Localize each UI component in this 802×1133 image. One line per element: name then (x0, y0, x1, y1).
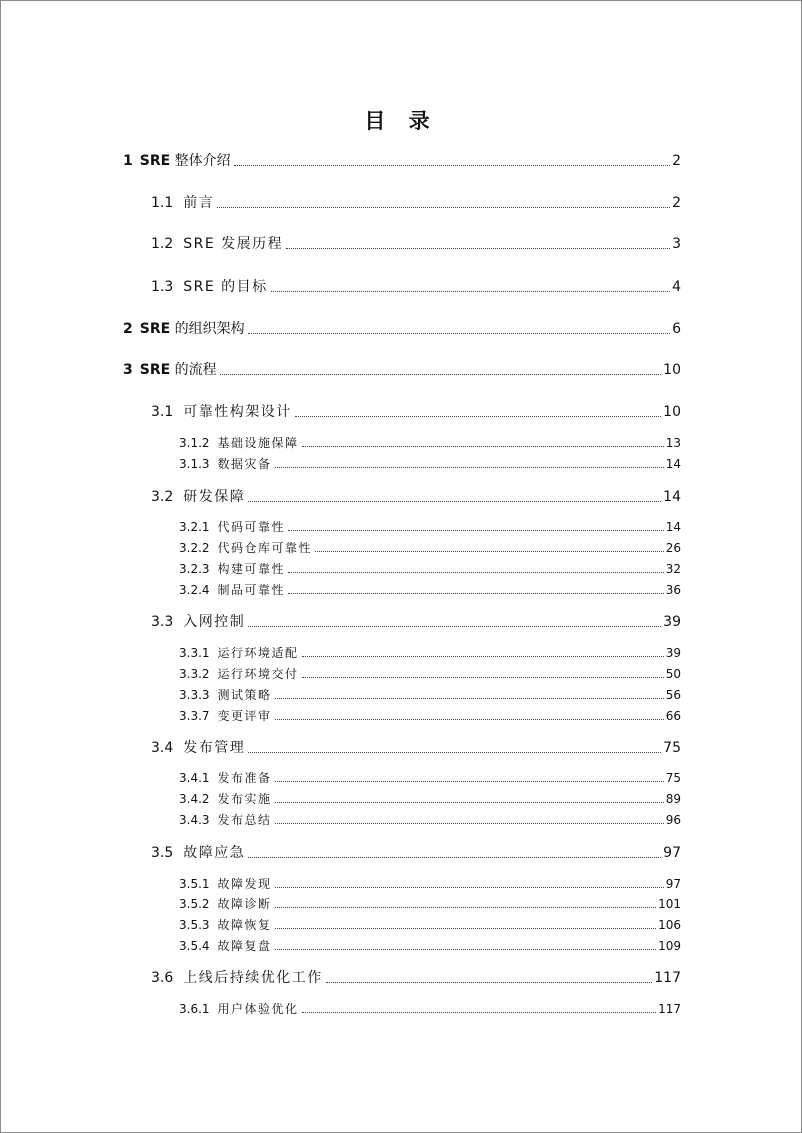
toc-entry[interactable] (179, 541, 681, 556)
toc-entry-page: 50 (665, 666, 681, 681)
toc-entry-number: 1.3 (151, 279, 174, 295)
dot-leader (271, 291, 670, 292)
dot-leader (275, 802, 664, 803)
toc-entry-page: 26 (665, 540, 681, 555)
toc-entry-number: 3.5 (151, 845, 174, 861)
toc-entry-label: 故障复盘 (217, 938, 272, 953)
toc-entry[interactable] (179, 877, 681, 892)
toc-entry[interactable] (179, 771, 681, 786)
dot-leader (275, 907, 657, 908)
toc-entry-page: 56 (665, 687, 681, 702)
dot-leader (302, 1012, 657, 1013)
toc-title: 目 录 (364, 109, 438, 133)
toc-entry-label: 发布总结 (217, 812, 272, 827)
toc-entry-number: 3.4.1 (179, 770, 210, 785)
dot-leader (248, 857, 661, 858)
toc-entry-page: 117 (654, 970, 681, 986)
toc-entry-page: 75 (665, 770, 681, 785)
toc-entry[interactable] (123, 152, 681, 170)
toc-entry[interactable] (151, 403, 681, 421)
toc-entry-label: 发布实施 (217, 791, 272, 806)
toc-entry[interactable] (151, 235, 681, 253)
toc-entry-number: 3.1.3 (179, 456, 210, 471)
toc-entry-number: 3.3 (151, 614, 174, 630)
toc-entry-page: 32 (665, 561, 681, 576)
toc-entry-number: 1.1 (151, 195, 174, 211)
dot-leader (302, 677, 664, 678)
toc-entry-number: 3.3.7 (179, 708, 210, 723)
toc-entry[interactable] (151, 613, 681, 631)
toc-entry-page: 6 (672, 321, 681, 337)
toc-entry-page: 4 (672, 279, 681, 295)
toc-entry[interactable] (151, 278, 681, 296)
toc-entry-page: 14 (663, 489, 681, 505)
toc-entry[interactable] (179, 667, 681, 682)
toc-entry[interactable] (151, 739, 681, 757)
toc-entry-number: 3.4.2 (179, 791, 210, 806)
toc-entry-label: 代码仓库可靠性 (217, 540, 313, 555)
dot-leader (275, 467, 664, 468)
toc-entry-page: 36 (665, 582, 681, 597)
toc-entry-label: 可靠性构架设计 (183, 404, 292, 420)
toc-entry[interactable] (179, 436, 681, 451)
dot-leader (248, 752, 661, 753)
dot-leader (275, 823, 664, 824)
toc-entry[interactable] (151, 488, 681, 506)
toc-entry-label: SRE 的组织架构 (139, 321, 245, 337)
toc-entry-number: 1 (123, 153, 133, 169)
toc-entry-label: 测试策略 (217, 687, 272, 702)
toc-entry-label: SRE 发展历程 (183, 236, 284, 252)
toc-entry-page: 3 (672, 236, 681, 252)
dot-leader (326, 982, 653, 983)
dot-leader (234, 165, 670, 166)
toc-entry[interactable] (179, 562, 681, 577)
toc-entry-label: 上线后持续优化工作 (183, 970, 323, 986)
toc-entry-label: 发布管理 (183, 740, 246, 756)
toc-entry-label: 基础设施保障 (217, 435, 299, 450)
toc-entry-label: 入网控制 (183, 614, 246, 630)
toc-entry-label: SRE 整体介绍 (139, 153, 231, 169)
toc-entry-label: 代码可靠性 (217, 519, 286, 534)
toc-entry-number: 3.5.3 (179, 917, 210, 932)
toc-entry-label: 构建可靠性 (217, 561, 286, 576)
toc-entry-page: 101 (658, 896, 681, 911)
toc-entry[interactable] (179, 520, 681, 535)
toc-entry-page: 75 (663, 740, 681, 756)
toc-entry-label: 故障恢复 (217, 917, 272, 932)
toc-entry-page: 96 (665, 812, 681, 827)
toc-entry[interactable] (179, 918, 681, 933)
dot-leader (248, 626, 661, 627)
toc-entry-label: 研发保障 (183, 489, 246, 505)
toc-entry-number: 3.3.3 (179, 687, 210, 702)
toc-entry-page: 97 (663, 845, 681, 861)
toc-entry-number: 3.3.2 (179, 666, 210, 681)
dot-leader (315, 551, 664, 552)
toc-entry[interactable] (179, 792, 681, 807)
toc-entry-page: 39 (663, 614, 681, 630)
toc-entry-number: 3.2.3 (179, 561, 210, 576)
toc-entry-page: 14 (665, 456, 681, 471)
toc-entry-number: 3.5.4 (179, 938, 210, 953)
toc-entry-number: 3.1 (151, 404, 174, 420)
toc-entry-label: 故障发现 (217, 876, 272, 891)
dot-leader (275, 719, 664, 720)
toc-entry-label: 前言 (183, 195, 215, 211)
toc-entry-number: 3.2 (151, 489, 174, 505)
toc-entry[interactable] (179, 897, 681, 912)
dot-leader (302, 446, 664, 447)
dot-leader (295, 416, 661, 417)
toc-entry-number: 3.2.2 (179, 540, 210, 555)
toc-entry-number: 2 (123, 321, 133, 337)
toc-entry-label: 制品可靠性 (217, 582, 286, 597)
toc-entry-number: 1.2 (151, 236, 174, 252)
toc-entry-number: 3 (123, 362, 133, 378)
toc-entry-page: 10 (663, 362, 681, 378)
toc-entry-page: 14 (665, 519, 681, 534)
toc-entry-label: 变更评审 (217, 708, 272, 723)
toc-entry[interactable] (151, 194, 681, 212)
toc-entry-page: 66 (665, 708, 681, 723)
toc-entry-label: SRE 的目标 (183, 279, 268, 295)
dot-leader (302, 656, 664, 657)
toc-entry-page: 39 (665, 645, 681, 660)
toc-entry[interactable] (179, 709, 681, 724)
dot-leader (275, 949, 657, 950)
dot-leader (288, 530, 664, 531)
toc-entry-number: 3.6 (151, 970, 174, 986)
toc-entry-label: 运行环境适配 (217, 645, 299, 660)
toc-entry[interactable] (151, 844, 681, 862)
dot-leader (248, 333, 670, 334)
toc-entry-page: 10 (663, 404, 681, 420)
toc-entry-label: 故障应急 (183, 845, 246, 861)
toc-entry-page: 2 (672, 153, 681, 169)
toc-entry[interactable] (123, 320, 681, 338)
dot-leader (220, 374, 662, 375)
toc-entry[interactable] (179, 583, 681, 598)
dot-leader (217, 207, 670, 208)
toc-entry-page: 2 (672, 195, 681, 211)
toc-entry[interactable] (179, 688, 681, 703)
table-of-contents (1, 1, 801, 1132)
toc-entry-label: 发布准备 (217, 770, 272, 785)
toc-entry-page: 89 (665, 791, 681, 806)
toc-entry-page: 106 (658, 917, 681, 932)
toc-entry-number: 3.1.2 (179, 435, 210, 450)
toc-entry-number: 3.2.1 (179, 519, 210, 534)
toc-entry[interactable] (123, 361, 681, 379)
dot-leader (286, 248, 670, 249)
dot-leader (275, 928, 657, 929)
dot-leader (288, 572, 664, 573)
toc-entry-number: 3.2.4 (179, 582, 210, 597)
toc-entry-page: 97 (665, 876, 681, 891)
dot-leader (288, 593, 664, 594)
toc-entry-number: 3.4.3 (179, 812, 210, 827)
toc-entry-number: 3.3.1 (179, 645, 210, 660)
toc-entry-page: 13 (665, 435, 681, 450)
toc-entry[interactable] (179, 457, 681, 472)
toc-entry[interactable] (179, 813, 681, 828)
toc-entry[interactable] (151, 969, 681, 987)
toc-entry-label: 用户体验优化 (217, 1001, 299, 1016)
toc-entry-number: 3.5.1 (179, 876, 210, 891)
toc-entry-label: 故障诊断 (217, 896, 272, 911)
toc-entry[interactable] (179, 646, 681, 661)
dot-leader (275, 781, 664, 782)
toc-entry-number: 3.6.1 (179, 1001, 210, 1016)
toc-entry[interactable] (179, 939, 681, 954)
toc-entry-page: 109 (658, 938, 681, 953)
dot-leader (275, 887, 664, 888)
toc-entry-number: 3.4 (151, 740, 174, 756)
dot-leader (275, 698, 664, 699)
dot-leader (248, 501, 661, 502)
toc-entry[interactable] (179, 1002, 681, 1017)
toc-entry-label: 数据灾备 (217, 456, 272, 471)
toc-entry-label: SRE 的流程 (139, 362, 217, 378)
toc-entry-page: 117 (658, 1001, 681, 1016)
toc-entry-label: 运行环境交付 (217, 666, 299, 681)
toc-entry-number: 3.5.2 (179, 896, 210, 911)
